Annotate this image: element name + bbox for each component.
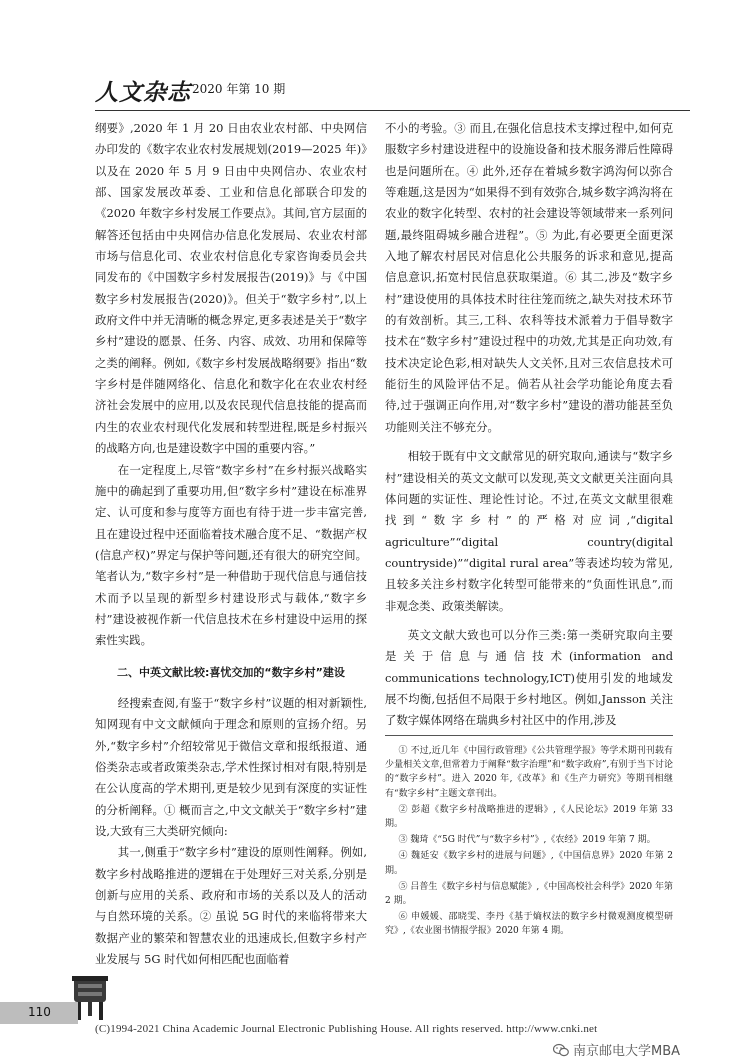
issue-label: 2020 年第 10 期 bbox=[192, 82, 286, 96]
footnote: ① 不过,近几年《中国行政管理》《公共管理学报》等学术期刊刊载有少量相关文章,但常着力于阐释“数字治理”和“数字政府”,有别于当下讨论的“数字乡村”。进入 2020 年,《改革》和《生产力研究》等期刊相继有“数字乡村”主题文章刊出。 bbox=[385, 746, 673, 799]
paragraph: 其一,侧重于“数字乡村”建设的原则性阐释。例如,数字乡村战略推进的逻辑在于处理好三对关系,分别是创新与应用的关系、政府和市场的关系以及人的活动与自然环境的关系。② 虽说 5G 时代的来临将带来大数据产业的繁荣和智慧农业的迅速成长,但数字乡村产业发展与 5G 时代如何相匹配也面临着 bbox=[95, 845, 367, 967]
paragraph: 经搜索查阅,有鉴于“数字乡村”议题的相对新颖性,知网现有中文文献倾向于理念和原则的宣扬介绍。另外,“数字乡村”介绍较常见于微信文章和报纸报道、通俗类杂志或者政策类杂志,学术性探讨相对有限,特别是在公认度高的学术期刊,更是较少见到有深度的实证性的分析阐释。① 概而言之,中文文献关于“数字乡村”建设,大致有三大类研究倾向: bbox=[95, 695, 367, 838]
wechat-icon bbox=[553, 1043, 569, 1057]
header-rule bbox=[95, 110, 690, 111]
paragraph: 纲要》,2020 年 1 月 20 日由农业农村部、中央网信办印发的《数字农业农村发展规划(2019—2025 年)》以及在 2020 年 5 月 9 日由中央网信办、农业农村部、国家发展改革委、工业和信息化部联合印发的《2020 年数字乡村发展工作要点》。其间,官方层面的解答还包括由中央网信办信息化发展局、农业农村部市场与信息化司、农业农村信息化专家咨询委员会共同发布的《中国数字乡村发展报告(2019)》与《中国数字乡村发展报告(2020)》。但关于“数字乡村”,以上政府文件中并无清晰的概念界定,更多表述是关于“数字乡村”建设的愿景、任务、内容、成效、功用和保障等之类的阐释。例如,《数字乡村发展战略纲要》指出“数字乡村是伴随网络化、信息化和数字化在农业农村经济社会发展中的应用,以及农民现代信息技能的提高而内生的农业农村现代化发展和转型进程,既是乡村振兴的战略方向,也是建设数字中国的重要内容。” bbox=[95, 121, 367, 456]
paragraph: 在一定程度上,尽管“数字乡村”在乡村振兴战略实施中的确起到了重要功用,但“数字乡村”建设在标准界定、认可度和参与度等方面也有待于进一步丰富完善,且在建设过程中还面临着技术融合度不足、“数据产权(信息产权)”界定与保护等问题,还有很大的研究空间。笔者认为,“数字乡村”是一种借助于现代信息与通信技术而予以呈现的新型乡村建设形式与载体,“数字乡村”建设被视作新一代信息技术在乡村建设中运用的探索性实践。 bbox=[95, 462, 367, 648]
paragraph: 相较于既有中文文献常见的研究取向,通读与“数字乡村”建设相关的英文文献可以发现,英文文献更关注面向具体问题的实证性、理论性讨论。不过,在英文文献里很难找到“数字乡村”的严格对应词,“digital agriculture”“digital country(digital countryside)”“digital rural area”等表述均较为常见,且较多关注乡村数字化转型可能带来的“负面性讯息”,而非观念类、政策类解读。 bbox=[385, 449, 673, 613]
footnote: ④ 魏延安《数字乡村的进展与问题》,《中国信息界》2020 年第 2 期。 bbox=[385, 851, 673, 876]
page-number: 110 bbox=[28, 1005, 51, 1019]
page-header bbox=[95, 74, 685, 110]
footnotes bbox=[385, 735, 673, 941]
footnote: ⑤ 吕普生《数字乡村与信息赋能》,《中国高校社会科学》2020 年第 2 期。 bbox=[385, 881, 673, 907]
copyright-line: (C)1994-2021 China Academic Journal Electronic Publishing House. All rights reserved. http://www.cnki.net bbox=[95, 1023, 598, 1035]
footnote: ⑥ 申媛媛、邵晓雯、李丹《基于熵权法的数字乡村微观测度模型研究》,《农业图书情报学报》2020 年第 4 期。 bbox=[385, 912, 673, 937]
left-column bbox=[95, 118, 367, 970]
watermark-text: 南京邮电大学MBA bbox=[573, 1044, 681, 1059]
section-heading: 二、中英文献比较:喜忧交加的“数字乡村”建设 bbox=[117, 665, 345, 679]
footnote: ③ 魏琦《“5G 时代”与“数字乡村”》,《农经》2019 年第 7 期。 bbox=[398, 835, 656, 846]
journal-logo: 人文杂志 bbox=[95, 79, 191, 106]
paragraph: 英文文献大致也可以分作三类:第一类研究取向主要是关于信息与通信技术(information and communications technology,ICT)使用引发的地域发展不均衡,包括但不局限于乡村地区。例如,Jansson 关注了数字媒体网络在瑞典乡村社区中的作用,涉及 bbox=[385, 627, 673, 728]
watermark bbox=[553, 1040, 680, 1059]
footnote: ② 彭超《数字乡村战略推进的逻辑》,《人民论坛》2019 年第 33 期。 bbox=[385, 804, 673, 830]
page-number-bar bbox=[0, 1002, 78, 1024]
right-column bbox=[385, 118, 673, 732]
paragraph: 不小的考验。③ 而且,在强化信息技术支撑过程中,如何克服数字乡村建设进程中的设施设备和技术服务滞后性障碍也是问题所在。④ 此外,还存在着城乡数字鸿沟何以弥合等难题,这是因为“如果得不到有效弥合,城乡数字鸿沟将在农业的数字化转型、农村的社会建设等领域带来一系列问题,最终阻碍城乡融合进程”。⑤ 为此,有必要更全面更深入地了解农村居民对信息化公共服务的诉求和意见,提高信息意识,拓宽村民信息获取渠道。⑥ 其二,涉及“数字乡村”建设使用的具体技术时往往笼而统之,缺失对技术环节的有效剖析。其三,工科、农科等技术派着力于倡导数字技术在“数字乡村”建设过程中的功效,尤其是正向功效,有技术决定论色彩,相对缺失人文关怀,且对三农信息技术可能衍生的风险评估不足。倘若从社会学功能论角度去看待,过于强调正向作用,对“数字乡村”建设的潜功能甚至负功能则关注不够充分。 bbox=[385, 121, 673, 434]
